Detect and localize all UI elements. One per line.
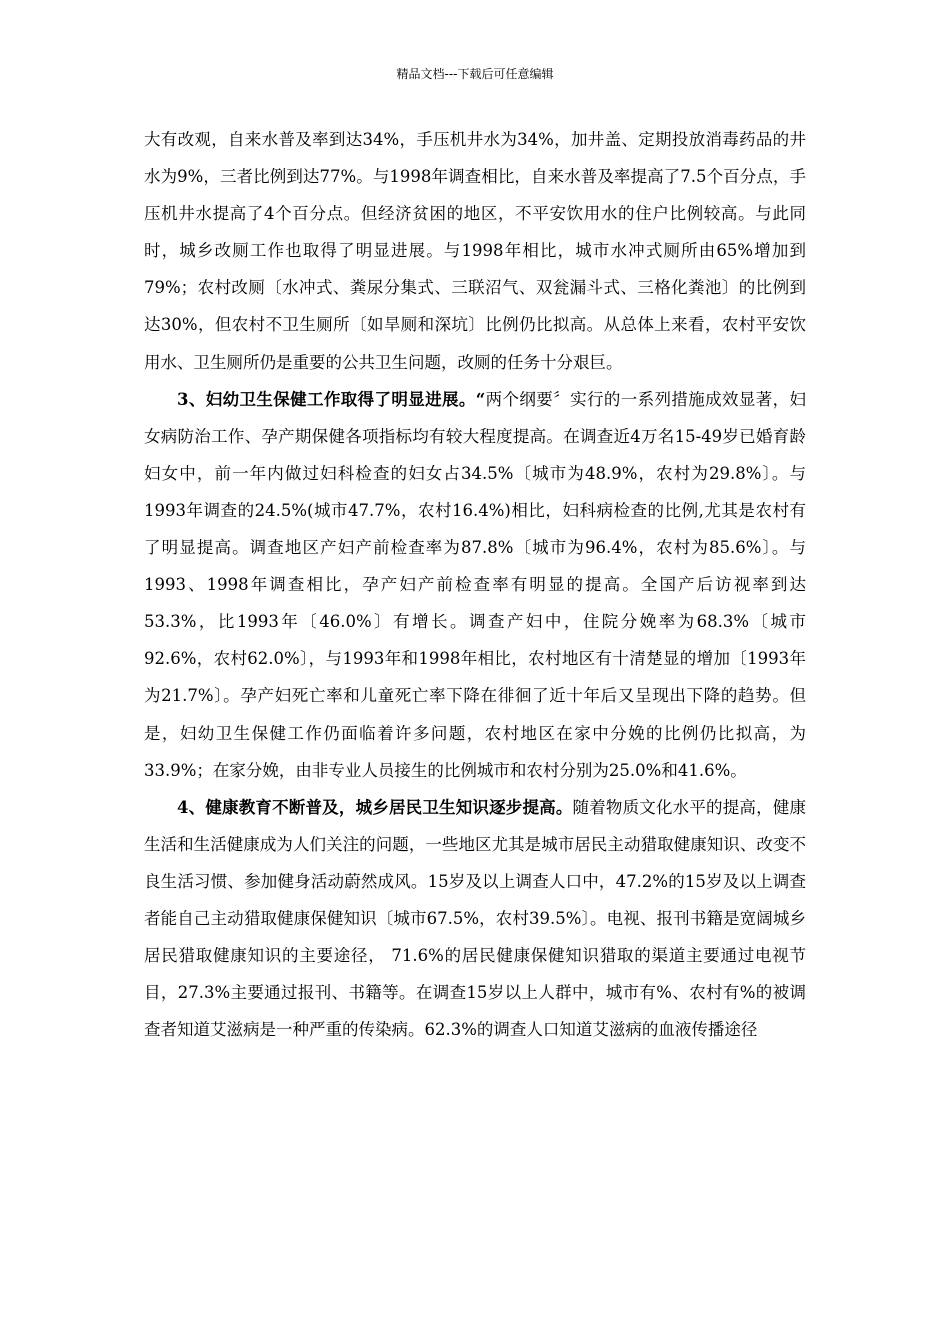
document-body — [144, 121, 806, 1048]
paragraph-text: 大有改观，自来水普及率到达34%，手压机井水为34%，加井盖、定期投放消毒药品的井水为9%，三者比例到达77%。与1998年调查相比，自来水普及率提高了7.5个百分点，手压机井水提高了4个百分点。但经济贫困的地区，不平安饮用水的住户比例较高。与此同时，城乡改厕工作也取得了明显进展。与1998年相比，城市水冲式厕所由65%增加到79%；农村改厕〔水冲式、粪尿分集式、三联沼气、双瓮漏斗式、三格化粪池〕的比例到达30%，但农村不卫生厕所〔如旱厕和深坑〕比例仍比拟高。从总体上来看，农村平安饮用水、卫生厕所仍是重要的公共卫生问题，改厕的任务十分艰巨。 — [144, 130, 806, 372]
paragraph-text: 两个纲要〞实行的一系列措施成效显著，妇女病防治工作、孕产期保健各项指标均有较大程度提高。在调查近4万名15-49岁已婚育龄妇女中，前一年内做过妇科检查的妇女占34.5%〔城市为48.9%，农村为29.8%〕。与1993年调查的24.5%(城市47.7%，农村16.4%)相比，妇科病检查的比例,尤其是农村有了明显提高。调查地区产妇产前检查率为87.8%〔城市为96.4%，农村为85.6%〕。与1993、1998年调查相比，孕产妇产前检查率有明显的提高。全国产后访视率到达53.3%，比1993年〔46.0%〕有增长。调查产妇中，住院分娩率为68.3%〔城市92.6%，农村62.0%〕，与1993年和1998年相比，农村地区有十清楚显的增加〔1993年为21.7%〕。孕产妇死亡率和儿童死亡率下降在徘徊了近十年后又呈现出下降的趋势。但是，妇幼卫生保健工作仍面临着许多问题，农村地区在家中分娩的比例仍比拟高，为33.9%；在家分娩，由非专业人员接生的比例城市和农村分别为25.0%和41.6%。 — [144, 389, 806, 780]
page-header: 精品文档---下载后可任意编辑 — [396, 67, 554, 81]
section-heading-3: 3、妇幼卫生保健工作取得了明显进展。“ — [177, 389, 486, 409]
paragraph-health-education — [144, 789, 806, 1049]
paragraph-maternal-child-health — [144, 381, 806, 789]
paragraph-water-sanitation — [144, 121, 806, 381]
section-heading-4: 4、健康教育不断普及，城乡居民卫生知识逐步提高。 — [177, 797, 573, 817]
paragraph-text: 随着物质文化水平的提高，健康生活和生活健康成为人们关注的问题，一些地区尤其是城市居民主动猎取健康知识、改变不良生活习惯、参加健身活动蔚然成风。15岁及以上调查人口中，47.2%的15岁及以上调查者能自己主动猎取健康保健知识〔城市67.5%，农村39.5%〕。电视、报刊书籍是宽阔城乡居民猎取健康知识的主要途径， 71.6%的居民健康保健知识猎取的渠道主要通过电视节目，27.3%主要通过报刊、书籍等。在调查15岁以上人群中，城市有%、农村有%的被调查者知道艾滋病是一种严重的传染病。62.3%的调查人口知道艾滋病的血液传播途径 — [144, 797, 806, 1040]
